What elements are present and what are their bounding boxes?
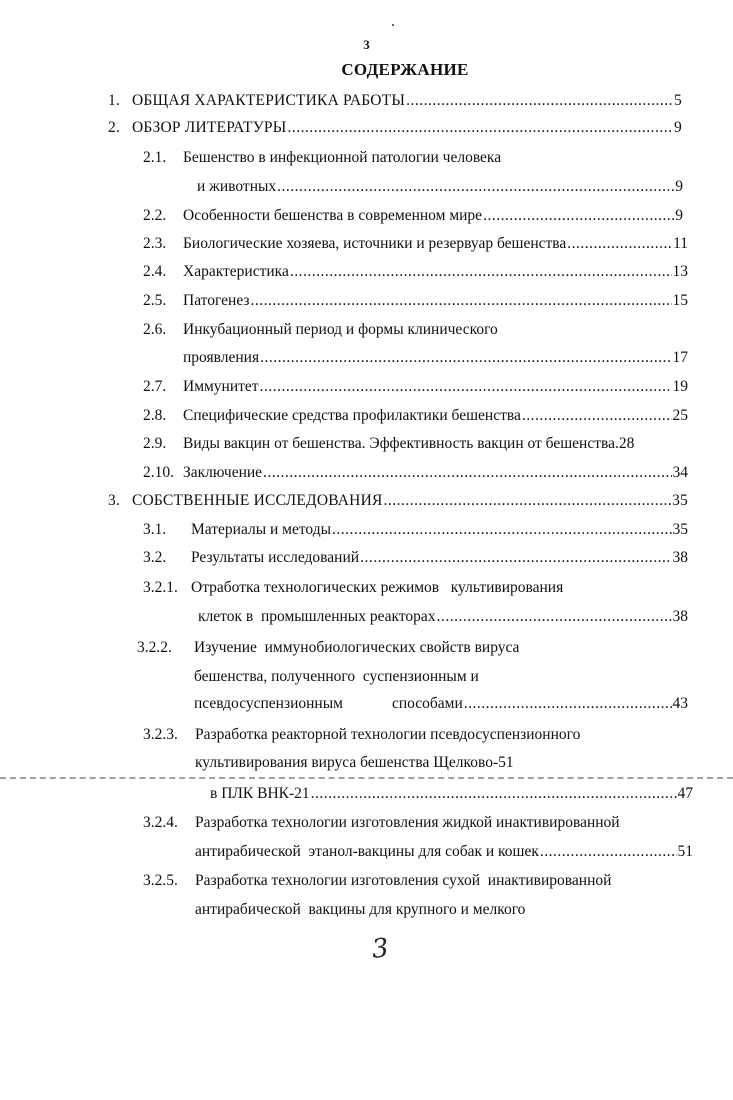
toc-entry-2-3 [143,234,688,254]
toc-entry-3-2-2 [137,638,688,658]
dot-leader [251,291,672,311]
toc-entry-3-2-1-cont [198,607,688,627]
toc-entry-number: 2.1. [143,149,167,166]
toc-entry-continuation-word: способами [391,695,463,712]
toc-entry-3-2-3 [143,725,688,745]
toc-entry-3-2-5 [143,871,698,891]
page-title: СОДЕРЖАНИЕ [341,60,469,79]
toc-entry-continuation: в ПЛК ВНК-21 [210,785,310,802]
toc-entry-page: 38 [672,549,688,566]
toc-entry-page: 9 [674,119,682,136]
toc-entry-3-2-2-cont1 [194,667,688,687]
toc-entry-page: 35 [672,492,688,509]
toc-entry-number: 3.2.1. [143,579,178,596]
toc-entry-title: Бешенство в инфекционной патологии человека [183,149,502,166]
toc-entry-2-2 [143,206,683,226]
toc-entry-3-2-5-cont [195,900,693,920]
scan-artifact-line [0,777,733,779]
toc-entry-3-2-4-cont [195,842,693,862]
toc-entry-title: Отработка технологических режимов культивирования [191,579,564,596]
toc-entry-2-5 [143,291,688,311]
toc-entry-title: Разработка технологии изготовления сухой инактивированной [195,872,612,889]
toc-entry-2-7 [143,377,688,397]
toc-entry-number: 2. [108,119,121,136]
toc-entry-number: 2.3. [143,235,167,252]
toc-entry-2-1 [143,148,683,168]
toc-entry-2-10 [143,463,688,483]
dot-leader [384,491,672,511]
toc-entry-3-2-4 [143,813,698,833]
handwritten-page-mark: 3 [370,933,391,965]
toc-entry-page: 19 [672,378,688,395]
toc-entry-continuation: и животных [197,178,277,195]
toc-entry-continuation: проявления [183,349,260,366]
dot-leader [540,842,677,862]
toc-entry-continuation: бешенства, полученного суспензионным и [194,668,479,685]
toc-entry-page: 47 [677,785,693,802]
dot-leader [260,348,671,368]
toc-entry-continuation: антирабической вакцины для крупного и мелкого [195,901,526,918]
toc-entry-page: 25 [672,407,688,424]
toc-entry-2-6-cont [183,348,688,368]
toc-entry-title: Характеристика [183,263,289,280]
dot-leader [311,784,677,804]
toc-entry-3-2-3-cont2 [210,784,693,804]
dot-leader [290,262,672,282]
dot-leader [406,91,673,111]
toc-entry-number: 2.7. [143,378,167,395]
toc-entry-page: 43 [672,695,688,712]
toc-entry-number: 3.2.5. [143,872,178,889]
toc-entry-continuation: антирабической этанол-вакцины для собак и кошек [195,843,539,860]
toc-entry-title: Иммунитет [183,378,259,395]
dot-leader [260,377,672,397]
page-number: 3 [363,37,370,52]
dot-leader [277,177,674,197]
toc-entry-number: 3.2.3. [143,726,178,743]
toc-entry-title: Разработка технологии изготовления жидкой инактивированной [195,814,620,831]
toc-entry-title: Виды вакцин от бешенства. Эффективность вакцин от бешенства. [183,435,619,452]
toc-entry-continuation: клеток в промышленных реакторах [198,608,436,625]
toc-entry-2 [108,118,682,138]
toc-entry-3-2-1 [143,578,688,598]
dot-leader [360,548,671,568]
toc-entry-title: СОБСТВЕННЫЕ ИССЛЕДОВАНИЯ [132,492,383,509]
toc-entry-page: 28 [618,435,635,452]
toc-entry-number: 2.8. [143,407,167,424]
toc-entry-continuation: культивирования вируса бешенства Щелково-51 [195,754,514,771]
toc-entry-number: 2.9. [143,435,167,452]
toc-entry-3-2-2-cont2 [194,694,688,714]
toc-entry-title: Разработка реакторной технологии псевдосуспензионного [195,726,581,743]
toc-entry-number: 3.1. [143,521,167,538]
toc-entry-title: Результаты исследований [191,549,360,566]
toc-entry-2-8 [143,406,688,426]
toc-entry-title: Изучение иммунобиологических свойств вируса [194,639,520,656]
toc-entry-number: 3.2.2. [137,639,172,656]
toc-entry-page: 38 [672,608,688,625]
toc-entry-number: 2.5. [143,292,167,309]
toc-entry-2-9 [143,434,693,454]
toc-entry-3-2 [143,548,688,568]
toc-entry-page: 17 [672,349,688,366]
dot-leader [522,406,672,426]
dot-leader [332,520,671,540]
toc-entry-page: 34 [672,464,688,481]
toc-entry-1 [108,91,682,111]
toc-entry-number: 2.2. [143,207,167,224]
dot-leader [287,118,673,138]
toc-entry-3 [108,491,688,511]
dot-leader [567,234,672,254]
toc-entry-continuation: псевдосуспензионным [194,695,343,712]
toc-entry-title: ОБЗОР ЛИТЕРАТУРЫ [132,119,287,136]
toc-entry-number: 3. [108,492,121,509]
toc-entry-title: Патогенез [183,292,250,309]
toc-entry-page: 5 [674,92,682,109]
toc-entry-number: 1. [108,92,121,109]
toc-entry-page: 15 [672,292,688,309]
toc-entry-2-4 [143,262,688,282]
toc-entry-title: Специфические средства профилактики бешенства [183,407,521,424]
toc-entry-title: Инкубационный период и формы клинического [183,321,498,338]
toc-entry-title: Заключение [183,464,263,481]
toc-entry-page: 9 [675,207,683,224]
toc-entry-page: 35 [672,521,688,538]
toc-entry-title: ОБЩАЯ ХАРАКТЕРИСТИКА РАБОТЫ [132,92,406,109]
toc-entry-number: 3.2.4. [143,814,178,831]
toc-entry-page: 9 [675,178,683,195]
scan-speck [392,24,394,26]
toc-entry-number: 2.4. [143,263,167,280]
dot-leader [263,463,671,483]
toc-entry-2-6 [143,320,688,340]
toc-entry-number: 3.2. [143,549,167,566]
toc-entry-2-1-cont [197,177,683,197]
toc-entry-title: Особенности бешенства в современном мире [183,207,483,224]
toc-entry-title: Материалы и методы [191,521,332,538]
dot-leader [483,206,674,226]
toc-entry-3-2-3-cont1 [195,753,688,773]
toc-entry-3-1 [143,520,688,540]
dot-leader [464,694,672,714]
toc-entry-page: 51 [677,843,693,860]
toc-entry-page: 11 [673,235,688,252]
toc-entry-number: 2.10. [143,464,174,481]
dot-leader [437,607,672,627]
toc-entry-page: 13 [672,263,688,280]
toc-entry-title: Биологические хозяева, источники и резервуар бешенства [183,235,567,252]
toc-entry-number: 2.6. [143,321,167,338]
